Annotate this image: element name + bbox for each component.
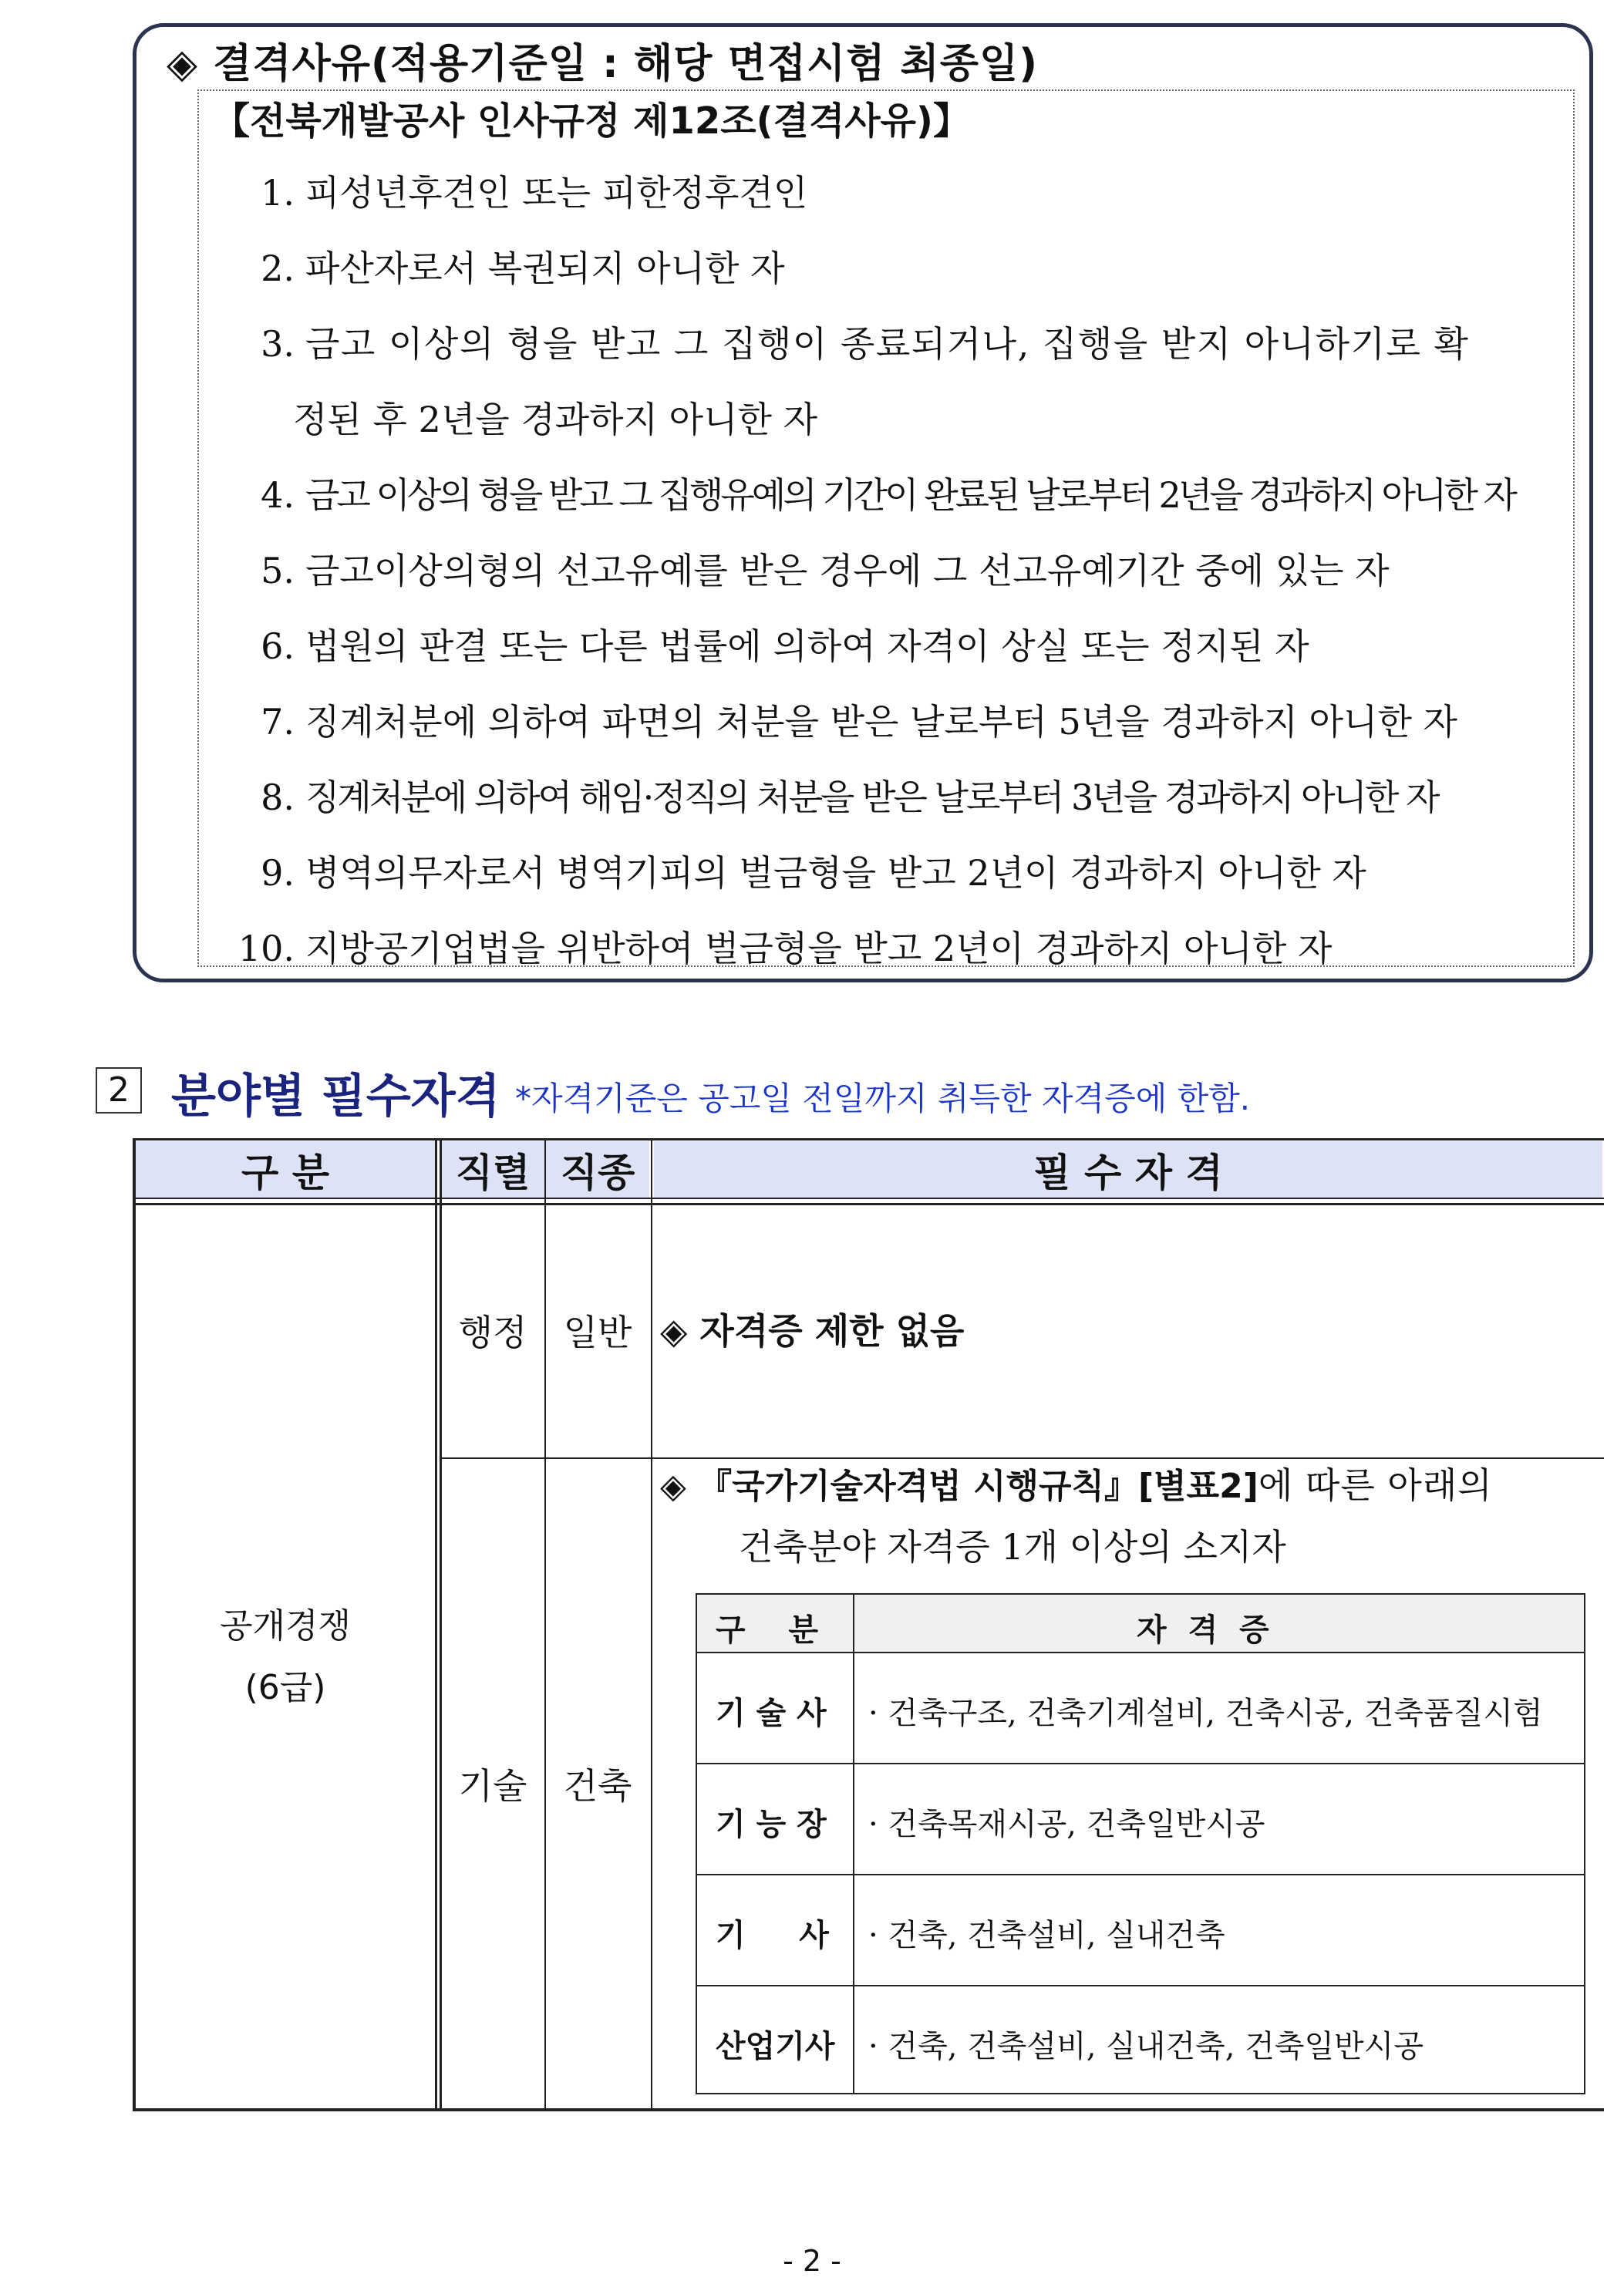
list-item-continuation: 정된 후 2년을 경과하지 아니한 자 [293,399,818,440]
row2-qualification-prefix: ◈ 『국가기술자격법 시행규칙』[별표2] [660,1467,1258,1506]
list-item [224,316,1470,367]
list-item-number: 4. [261,474,295,516]
certificate-subtable [696,1593,1585,2094]
subtable-row-value: · 건축구조, 건축기계설비, 건축시공, 건축품질시험 [868,1696,1543,1731]
list-item-text: 징계처분에 의하여 해임·정직의 처분을 받은 날로부터 3년을 경과하지 아니한 자 [305,777,1438,818]
list-item-number: 8. [261,777,295,818]
list-item-number: 1. [261,172,295,214]
list-item-text: 금고이상의형의 선고유예를 받은 경우에 그 선고유예기간 중에 있는 자 [305,550,1390,591]
list-item-number: 5. [261,550,295,591]
list-item [224,467,1514,518]
row2-series: 기술 [458,1765,527,1807]
row1-series: 행정 [458,1312,527,1353]
list-item [224,770,1437,820]
subtable-header-category: 구 분 [716,1612,818,1648]
header-type: 직종 [546,1141,649,1198]
table-col-divider [651,1138,652,2111]
subtable-row-value: · 건축, 건축설비, 실내건축 [868,1918,1225,1953]
list-item-number: 9. [261,852,295,894]
list-item [224,845,1366,896]
table-row [697,1652,1584,1763]
table-header-divider [133,1198,1604,1199]
category-grade: (6급) [244,1668,326,1707]
subtable-row-value: · 건축목재시공, 건축일반시공 [868,1807,1265,1842]
list-item [224,921,1332,972]
header-qualification: 필 수 자 격 [654,1141,1602,1198]
list-item-text: 금고 이상의 형을 받고 그 집행이 종료되거나, 집행을 받지 아니하기로 확 [305,323,1470,365]
list-item-text: 금고 이상의 형을 받고 그 집행유예의 기간이 완료된 날로부터 2년을 경과하지 아니한 자 [305,474,1514,516]
row1-type: 일반 [563,1312,632,1353]
table-top-border [133,1138,1604,1140]
table-row [697,1763,1584,1874]
table-col-divider [440,1138,442,2111]
category-label: 공개경쟁 [219,1606,351,1646]
table-bottom-border [133,2108,1604,2111]
disqualification-heading: ◈ 결격사유(적용기준일 : 해당 면접시험 최종일) [167,41,1039,87]
section-title: 분야별 필수자격 [171,1070,500,1124]
list-item [224,618,1309,669]
list-item-number: 2. [261,248,295,289]
subtable-header-certificate: 자 격 증 [1137,1612,1269,1648]
list-item-text: 징계처분에 의하여 파면의 처분을 받은 날로부터 5년을 경과하지 아니한 자 [305,701,1457,743]
list-item [224,543,1390,594]
page-number: - 2 - [783,2244,841,2278]
list-item [224,694,1457,745]
table-col-divider [435,1138,437,2111]
table-col-divider [544,1138,546,2111]
regulation-subheading: 【전북개발공사 인사규정 제12조(결격사유)】 [213,99,970,143]
subtable-row-label: 기 능 장 [716,1807,827,1842]
disqualification-inner-frame [197,89,1575,967]
list-item [224,241,785,291]
section-note: *자격기준은 공고일 전일까지 취득한 자격증에 한함. [515,1080,1251,1117]
list-item-number: 6. [261,625,295,667]
subtable-row-value: · 건축, 건축설비, 실내건축, 건축일반시공 [868,2029,1424,2064]
list-item-text: 병역의무자로서 병역기피의 벌금형을 받고 2년이 경과하지 아니한 자 [305,852,1366,894]
table-row [697,1874,1584,1985]
list-item-number: 10. [238,928,295,969]
section-number-box: 2 [96,1067,142,1114]
row1-qualification: ◈ 자격증 제한 없음 [660,1310,965,1352]
header-series: 직렬 [441,1141,544,1198]
list-item-number: 3. [261,323,295,365]
list-item-text: 법원의 판결 또는 다른 법률에 의하여 자격이 상실 또는 정지된 자 [305,625,1309,667]
row2-qualification-line2: 건축분야 자격증 1개 이상의 소지자 [739,1526,1286,1568]
row2-qualification-line1 [660,1457,1493,1508]
list-item-number: 7. [261,701,295,743]
row2-qualification-suffix: 에 따른 아래의 [1258,1464,1493,1506]
subtable-row-label: 기 사 [716,1918,829,1953]
table-header-divider [133,1203,1604,1205]
row2-type: 건축 [563,1765,632,1807]
header-category: 구 분 [136,1141,435,1198]
list-item [224,165,807,216]
subtable-row-label: 기 술 사 [716,1696,827,1731]
subtable-col-divider [853,1595,854,2093]
subtable-row-label: 산업기사 [716,2029,835,2064]
list-item-text: 피성년후견인 또는 피한정후견인 [305,172,808,214]
list-item-text: 지방공기업법을 위반하여 벌금형을 받고 2년이 경과하지 아니한 자 [305,928,1333,969]
list-item-text: 파산자로서 복권되지 아니한 자 [305,248,785,289]
table-row [697,1985,1584,2096]
